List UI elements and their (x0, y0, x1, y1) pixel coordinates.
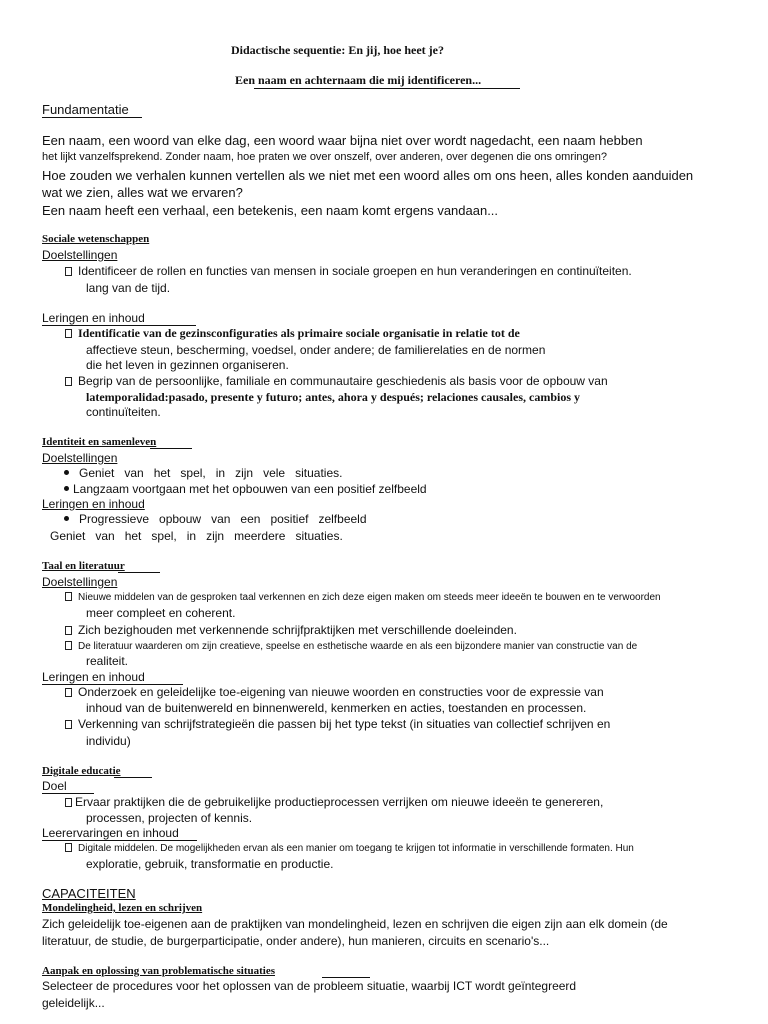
capaciteiten-text: literatuur, de studie, de burgerparticipatie, onder andere), hun manieren, circuits en scenario's... (42, 934, 550, 948)
list-item: Langzaam voortgaan met het opbouwen van een positief zelfbeeld (64, 483, 427, 495)
doelstellingen-label: Doelstellingen (42, 575, 118, 589)
list-item-continuation: continuïteiten. (86, 405, 161, 419)
list-item: Ervaar praktijken die de gebruikelijke productieprocessen verrijken om nieuwe ideeën te genereren, (65, 796, 603, 808)
list-item: De literatuur waarderen om zijn creatieve, speelse en esthetische waarde en als een bijzondere manier van constructie van de (65, 641, 637, 652)
page-title: Didactische sequentie: En jij, hoe heet je? (231, 43, 444, 57)
list-item-continuation: exploratie, gebruik, transformatie en productie. (86, 857, 334, 871)
list-item: Identificeer de rollen en functies van mensen in sociale groepen en hun veranderingen en continuïteiten. (65, 265, 632, 277)
digitale-underline (114, 777, 152, 778)
aanpak-underline (322, 977, 370, 978)
list-item-continuation: inhoud van de buitenwereld en binnenwereld, kenmerken en acties, toestanden en processen. (86, 701, 587, 715)
section-heading-taal: Taal en literatuur (42, 560, 125, 572)
list-item-continuation: processen, projecten of kennis. (86, 811, 253, 825)
identiteit-underline (150, 448, 192, 449)
doel-underline (42, 793, 94, 794)
checkbox-bullet-icon (65, 688, 72, 697)
list-item: Begrip van de persoonlijke, familiale en communautaire geschiedenis als basis voor de opbouw van (65, 375, 608, 387)
doelstellingen-label: Doelstellingen (42, 451, 118, 465)
capaciteiten-heading: CAPACITEITEN (42, 886, 136, 901)
bullet-icon (64, 470, 69, 475)
list-item: Onderzoek en geleidelijke toe-eigening van nieuwe woorden en constructies voor de expressie van (65, 686, 604, 698)
list-item: Nieuwe middelen van de gesproken taal verkennen en zich deze eigen maken om steeds meer ideeën te bouwen en te verwoorden (65, 592, 661, 603)
leerervaringen-label: Leerervaringen en inhoud (42, 826, 179, 840)
checkbox-bullet-icon (65, 843, 72, 852)
fundamentatie-text: Hoe zouden we verhalen kunnen vertellen als we niet met een woord alles om ons heen, alles konden aanduiden (42, 168, 694, 183)
list-item-continuation: lang van de tijd. (86, 281, 171, 295)
page-subtitle: Een naam en achternaam die mij identificeren... (235, 73, 482, 87)
fundamentatie-text: het lijkt vanzelfsprekend. Zonder naam, hoe praten we over onszelf, over anderen, over degenen die ons omringen? (42, 151, 608, 163)
checkbox-bullet-icon (65, 592, 72, 601)
list-item: Progressieve opbouw van een positief zelfbeeld (64, 513, 367, 525)
section-heading-identiteit: Identiteit en samenleven (42, 436, 157, 448)
checkbox-bullet-icon (65, 720, 72, 729)
fundamentatie-text: Een naam, een woord van elke dag, een woord waar bijna niet over wordt nagedacht, een naam hebben (42, 133, 643, 148)
capaciteiten-text: Selecteer de procedures voor het oplossen van de probleem situatie, waarbij ICT wordt geïntegreerd (42, 979, 577, 993)
section-heading-digitale: Digitale educatie (42, 765, 121, 777)
list-item-continuation: meer compleet en coherent. (86, 606, 236, 620)
list-item: Digitale middelen. De mogelijkheden ervan als een manier om toegang te krijgen tot informatie in verschillende formaten. Hun (65, 843, 634, 854)
list-item-continuation: die het leven in gezinnen organiseren. (86, 358, 289, 372)
checkbox-bullet-icon (65, 626, 72, 635)
list-item: Verkenning van schrijfstrategieën die passen bij het type tekst (in situaties van collectief schrijven en (65, 718, 610, 730)
list-item-continuation: realiteit. (86, 654, 129, 668)
leerervaringen-underline (42, 840, 197, 841)
list-item-text: Geniet van het spel, in zijn meerdere situaties. (50, 529, 343, 543)
checkbox-bullet-icon (65, 329, 72, 338)
doel-label: Doel (42, 779, 67, 793)
list-item: Geniet van het spel, in zijn vele situaties. (64, 467, 342, 479)
fundamentatie-heading: Fundamentatie (42, 102, 129, 117)
leringen-label: Leringen en inhoud (42, 670, 145, 684)
subtitle-underline (254, 88, 520, 89)
fundamentatie-text: Een naam heeft een verhaal, een betekenis, een naam komt ergens vandaan... (42, 203, 499, 218)
list-item: Identificatie van de gezinsconfiguraties als primaire sociale organisatie in relatie tot de (65, 327, 520, 339)
list-item-continuation: affectieve steun, bescherming, voedsel, onder andere; de familierelaties en de normen (86, 343, 546, 357)
checkbox-bullet-icon (65, 798, 72, 807)
checkbox-bullet-icon (65, 267, 72, 276)
checkbox-bullet-icon (65, 377, 72, 386)
fundamentatie-text: wat we zien, alles wat we ervaren? (42, 185, 243, 200)
list-item-continuation: latemporalidad:pasado, presente y futuro; antes, ahora y después; relaciones causales, cambios y (86, 390, 581, 404)
subheading-aanpak: Aanpak en oplossing van problematische situaties (42, 965, 275, 977)
subheading-mondelingheid: Mondelingheid, lezen en schrijven (42, 902, 203, 914)
list-item: Zich bezighouden met verkennende schrijfpraktijken met verschillende doeleinden. (65, 624, 517, 636)
checkbox-bullet-icon (65, 641, 72, 650)
list-item-continuation: individu) (86, 734, 131, 748)
capaciteiten-text: Zich geleidelijk toe-eigenen aan de praktijken van mondelingheid, lezen en schrijven die eigen zijn aan elk domein (de (42, 917, 668, 931)
bullet-icon (64, 486, 69, 491)
doelstellingen-label: Doelstellingen (42, 248, 118, 262)
leringen-label: Leringen en inhoud (42, 311, 145, 325)
bullet-icon (64, 516, 69, 521)
leringen-label: Leringen en inhoud (42, 497, 145, 511)
capaciteiten-text: geleidelijk... (42, 996, 105, 1010)
fundamentatie-underline (42, 117, 142, 118)
section-heading-sociale: Sociale wetenschappen (42, 233, 150, 245)
taal-underline (118, 572, 160, 573)
